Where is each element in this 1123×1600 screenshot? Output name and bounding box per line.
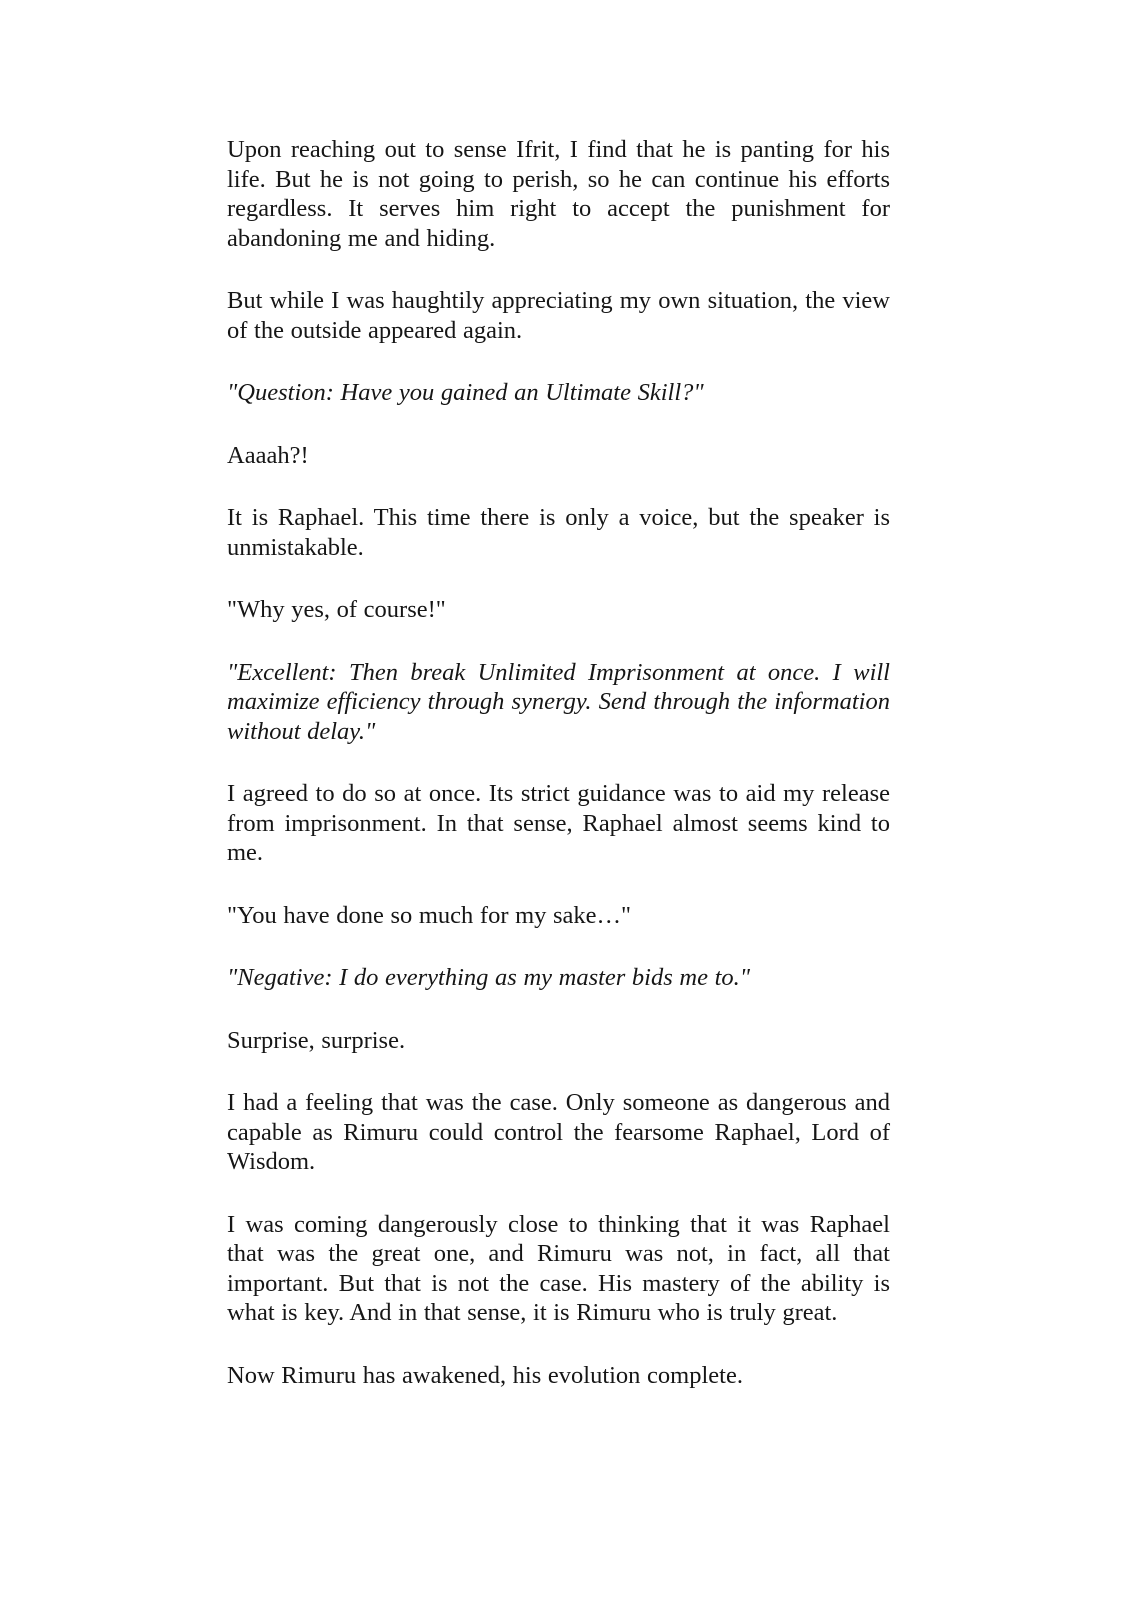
body-paragraph: I was coming dangerously close to thinking that it was Raphael that was the great one, and Rimuru was not, in fact, all that important. But that is not the case. His mastery of the ability is what is key. And in that sense, it is Rimuru who is truly great. [227,1210,890,1326]
body-paragraph: I agreed to do so at once. Its strict guidance was to aid my release from imprisonment. In that sense, Raphael almost seems kind to me. [227,780,890,866]
page-text-block [227,135,890,1390]
body-paragraph: But while I was haughtily appreciating my own situation, the view of the outside appeared again. [227,287,890,344]
body-paragraph: It is Raphael. This time there is only a voice, but the speaker is unmistakable. [227,504,890,561]
body-paragraph: I had a feeling that was the case. Only someone as dangerous and capable as Rimuru could control the fearsome Raphael, Lord of Wisdom. [227,1089,890,1175]
body-paragraph: Surprise, surprise. [227,1026,406,1054]
dialogue-paragraph-italic: "Question: Have you gained an Ultimate Skill?" [227,379,704,406]
dialogue-paragraph: "You have done so much for my sake…" [227,901,632,929]
body-paragraph: Upon reaching out to sense Ifrit, I find that he is panting for his life. But he is not going to perish, so he can continue his efforts regardless. It serves him right to accept the punishment for abandoning me and hiding. [227,136,890,252]
dialogue-paragraph: "Why yes, of course!" [227,596,446,623]
dialogue-paragraph-italic: "Excellent: Then break Unlimited Imprisonment at once. I will maximize efficiency through synergy. Send through the information without delay." [227,658,890,745]
body-paragraph: Now Rimuru has awakened, his evolution complete. [227,1361,743,1389]
body-paragraph: Aaaah?! [227,441,309,469]
dialogue-paragraph-italic: "Negative: I do everything as my master bids me to." [227,964,751,991]
